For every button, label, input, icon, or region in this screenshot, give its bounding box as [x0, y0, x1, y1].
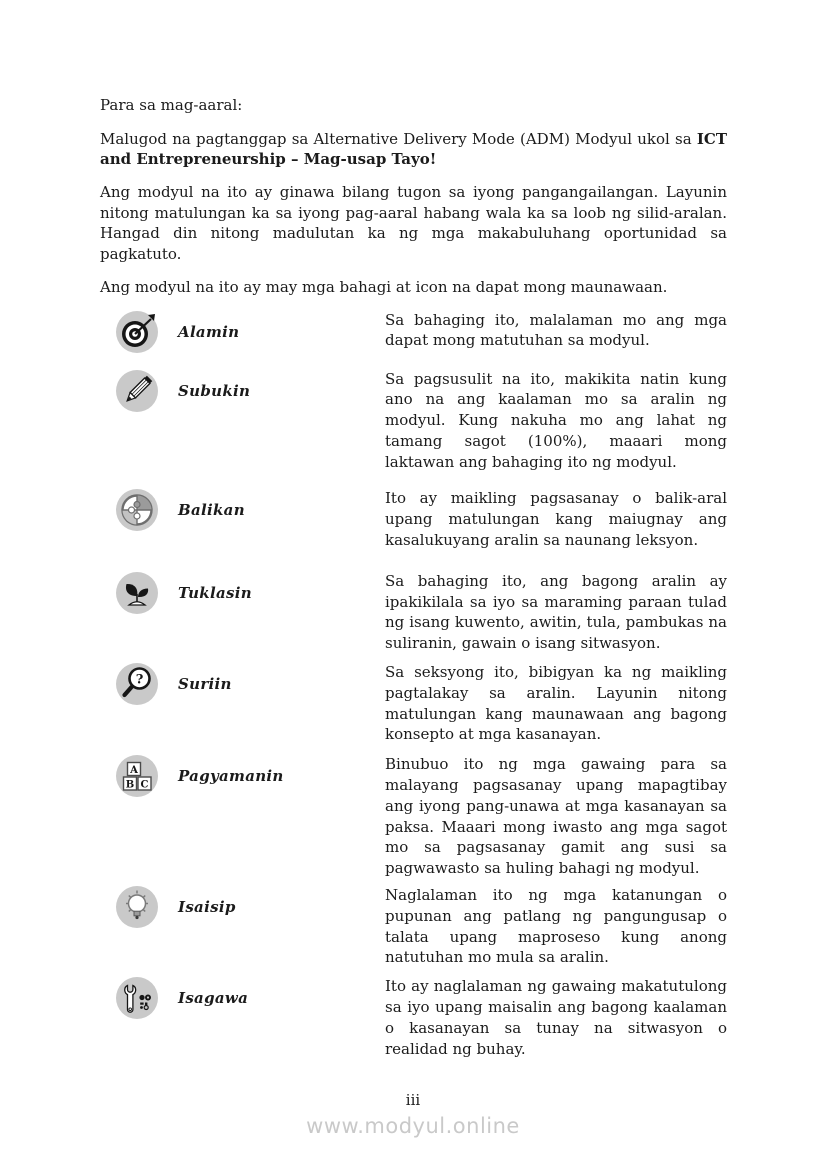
page-number: iii: [405, 1091, 421, 1109]
tools-icon: [115, 976, 159, 1020]
legend-description: Sa seksyong ito, bibigyan ka ng maikling pagtalakay sa aralin. Layunin nitong matulungan kang maunawaan ang bagong konsepto at mga kasanayan.: [385, 663, 727, 744]
svg-text:B: B: [125, 779, 135, 791]
icon-legend-table: [100, 310, 727, 1060]
target-dart-icon: [115, 310, 159, 354]
intro-paragraph-purpose: Ang modyul na ito ay ginawa bilang tugon sa iyong pangangailangan. Layunin nitong matulungan ka sa iyong pag-aaral habang wala ka sa loob ng silid-aralan. Hangad din nitong madulutan ka ng mga makabuluhang oportunidad sa pagkatuto.: [100, 183, 727, 263]
module-title-bold: ICT and Entrepreneurship – Mag-usap Tayo!: [100, 129, 727, 168]
legend-label: Isaisip: [178, 898, 236, 917]
legend-description: Ito ay naglalaman ng gawaing makatutulong sa iyo upang maisalin ang bagong kaalaman o kasanayan sa tunay na sitwasyon o realidad ng buhay.: [385, 977, 727, 1058]
lightbulb-icon: [115, 885, 159, 929]
legend-label: Balikan: [178, 501, 245, 520]
legend-row-isagawa: [100, 976, 727, 1059]
legend-label: Subukin: [178, 381, 251, 400]
legend-description: Sa bahaging ito, ang bagong aralin ay ipakikilala sa iyo sa maraming paraan tulad ng isang kuwento, awitin, tula, pambukas na suliranin, gawain o isang sitwasyon.: [385, 571, 727, 653]
abc-blocks-icon: [115, 754, 159, 798]
legend-description: Naglalaman ito ng mga katanungan o pupunan ang patlang ng pangungusap o talata upang maproseso kung anong natutuhan mo mula sa aralin.: [385, 886, 727, 967]
legend-row-isaisip: [100, 885, 727, 968]
legend-description: Sa bahaging ito, malalaman mo ang mga dapat mong matutuhan sa modyul.: [385, 310, 727, 350]
legend-row-balikan: [100, 488, 727, 550]
page-heading: Para sa mag-aaral:: [100, 96, 243, 114]
legend-row-tuklasin: [100, 571, 727, 654]
legend-row-alamin: [100, 310, 727, 354]
legend-row-subukin: [100, 369, 727, 473]
legend-label: Isagawa: [178, 989, 249, 1008]
svg-text:C: C: [140, 779, 149, 791]
legend-label: Tuklasin: [178, 583, 252, 602]
magnifier-question-icon: [115, 662, 159, 706]
puzzle-icon: [115, 488, 159, 532]
legend-row-suriin: [100, 662, 727, 745]
sprout-icon: [115, 571, 159, 615]
svg-text:A: A: [130, 765, 138, 777]
intro-paragraph-icons-note: Ang modyul na ito ay may mga bahagi at icon na dapat mong maunawaan.: [100, 277, 668, 296]
legend-label: Suriin: [178, 675, 232, 694]
legend-description: Ito ay maikling pagsasanay o balik-aral upang matulungan kang maiugnay ang kasalukuyang aralin sa naunang leksyon.: [385, 489, 727, 550]
svg-text:?: ?: [135, 672, 144, 688]
page-footer: [0, 1090, 826, 1138]
legend-label: Pagyamanin: [178, 767, 284, 786]
legend-description: Sa pagsusulit na ito, makikita natin kung ano na ang kaalaman mo sa aralin ng modyul. Kung nakuha mo ang lahat ng tamang sagot (100%), maaari mong laktawan ang bahaging ito ng modyul.: [385, 369, 727, 471]
legend-label: Alamin: [178, 322, 240, 341]
legend-row-pagyamanin: [100, 754, 727, 879]
pencil-icon: [115, 369, 159, 413]
watermark-text: www.modyul.online: [306, 1114, 520, 1138]
legend-description: Binubuo ito ng mga gawaing para sa malayang pagsasanay upang mapagtibay ang iyong pang-unawa at mga kasanayan sa paksa. Maaari mong iwasto ang mga sagot mo sa pagsasanay gamit ang susi sa pagwawasto sa huling bahagi ng modyul.: [385, 755, 727, 878]
welcome-text: Malugod na pagtanggap sa Alternative Delivery Mode (ADM) Modyul ukol sa: [100, 129, 697, 148]
intro-paragraph-welcome: [100, 129, 727, 170]
